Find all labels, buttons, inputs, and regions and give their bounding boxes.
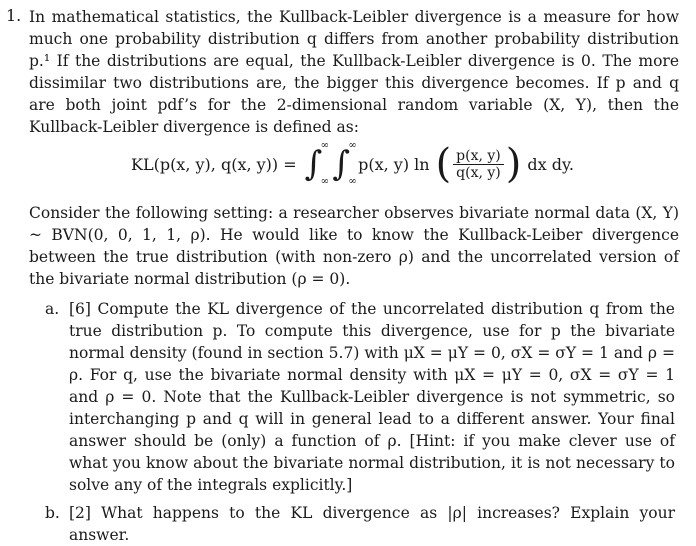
integral-lower-limit: ∞ (320, 176, 329, 187)
integral-upper-limit: ∞ (348, 140, 357, 151)
part-a-text: [6] Compute the KL divergence of the uncorrelated distribution q from the true distribution p. To compute this divergence, use for p the bivariate normal density (found in section 5.7) with μX = μY = 0, σX = σY = 1 and ρ = ρ. For q, use the bivariate normal density with μX = μY = 0, σX = σY = 1 and ρ = 0. Note that the Kullback-Leibler divergence is not symmetric, so interchanging p and q will in general lead to a different answer. Your final answer should be (only) a function of ρ. [Hint: if you make clever use of what you know about the bivariate normal distribution, it is not necessary to solve any of the integrals explicitly.] (69, 300, 675, 494)
integral-upper-limit: ∞ (320, 140, 329, 151)
fraction-numerator: p(x, y) (453, 148, 504, 165)
part-a-label: a. (45, 300, 60, 318)
equation-integrand: p(x, y) ln (358, 154, 430, 174)
part-b-label: b. (45, 504, 60, 522)
part-b-text: [2] What happens to the KL divergence as |ρ| increases? Explain your answer. (69, 504, 675, 544)
fraction-denominator: q(x, y) (456, 164, 501, 181)
integral-sign-outer: ∫ ∞ ∞ (304, 140, 329, 187)
kl-divergence-equation (131, 136, 574, 192)
left-paren: ( (435, 141, 452, 187)
setting-paragraph: Consider the following setting: a researcher observes bivariate normal data (X, Y) ~ BVN(0, 0, 1, 1, ρ). He would like to know the Kullback-Leiber divergence between the true distribution (with non-zero ρ) and the uncorrelated version of the bivariate normal distribution (ρ = 0). (29, 204, 679, 288)
intro-paragraph: In mathematical statistics, the Kullback-Leibler divergence is a measure for how much one probability distribution q differs from another probability distribution p.¹ If the distributions are equal, the Kullback-Leibler divergence is 0. The more dissimilar two distributions are, the bigger this divergence becomes. If p and q are both joint pdf’s for the 2-dimensional random variable (X, Y), then the Kullback-Leibler divergence is defined as: (29, 8, 679, 136)
integral-sign-inner: ∫ ∞ ∞ (332, 140, 357, 187)
right-paren: ) (505, 141, 522, 187)
problem-number: 1. (6, 6, 22, 25)
equation-fraction (453, 148, 504, 181)
equation-differentials: dx dy. (527, 154, 574, 174)
equation-lhs: KL(p(x, y), q(x, y)) = (131, 154, 297, 174)
integral-lower-limit: ∞ (348, 176, 357, 187)
